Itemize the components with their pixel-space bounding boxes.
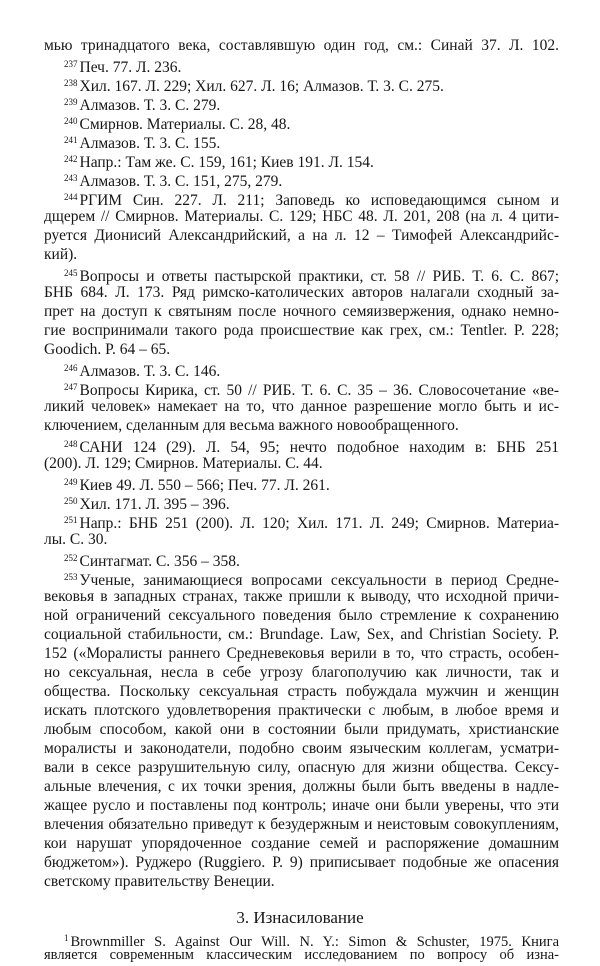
footnote-line: $^{246}$ Алмазов. Т. 3. С. 146. xyxy=(64,363,221,380)
footnote-line: $^{250}$ Хил. 171. Л. 395 – 396. xyxy=(64,496,230,513)
footnote-line: $^{240}$ Смирнов. Материалы. С. 28, 48. xyxy=(64,116,291,133)
text-line: кои нарушат упорядоченное создание семей и распоряжение домашним xyxy=(44,835,559,852)
footnote-line: $^{251}$ Напр.: БНБ 251 (200). Л. 120; Хил. 171. Л. 249; Смирнов. Материа- xyxy=(64,515,559,532)
text-line: Goodich. P. 64 – 65. xyxy=(44,341,171,358)
text-line: ключением, сделанным для весьма важного новообращенного. xyxy=(44,417,459,434)
footnote-number: 238 xyxy=(64,78,78,88)
text-line: светскому правительству Венеции. xyxy=(44,873,275,890)
text-line: прет на доступ к святыням после ночного семяизвержения, однако немно- xyxy=(44,303,559,320)
footnote-line: $^{249}$ Киев 49. Л. 550 – 566; Печ. 77. Л. 261. xyxy=(64,477,330,494)
text-line: является современным классическим исследованием по вопросу об изна- xyxy=(44,947,559,963)
footnote-number: 247 xyxy=(64,382,78,392)
text-line: бюджетом»). Руджеро (Ruggiero. P. 9) приписывает подобные же опасения xyxy=(44,854,559,871)
text-line: вековья в западных странах, также пришли к выводу, что исходной причи- xyxy=(44,588,559,605)
footnote-number: 249 xyxy=(64,477,78,487)
footnote-line: $^{245}$ Вопросы и ответы пастырской практики, ст. 58 // РИБ. Т. 6. С. 867; xyxy=(64,268,559,285)
text-line: социальной стабильности, см.: Brundage. Law, Sex, and Christian Society. P. xyxy=(44,626,559,643)
footnote-number: 251 xyxy=(64,515,78,525)
text-line: БНБ 684. Л. 173. Ряд римско-католических авторов налагали сходный за- xyxy=(44,284,559,301)
text-line: альные влечения, с их точки зрения, должны были быть введены в надле- xyxy=(44,778,559,795)
text-line: любым способом, какой они в состоянии были придумать, христианские xyxy=(44,721,559,738)
text-line: кий). xyxy=(44,246,78,263)
footnote-line: $^{237}$ Печ. 77. Л. 236. xyxy=(64,59,182,76)
footnote-number: 248 xyxy=(64,439,78,449)
footnote-number: 245 xyxy=(64,268,78,278)
text-line: (200). Л. 129; Смирнов. Материалы. С. 44. xyxy=(44,455,323,472)
text-line: мью тринадцатого века, составлявшую один год, см.: Синай 37. Л. 102. xyxy=(44,37,559,54)
text-line: влечения обязательно приведут к безудержным и неистовым совокуплениям, xyxy=(44,816,559,833)
footnote-number: 252 xyxy=(64,553,78,563)
footnote-line: $^{239}$ Алмазов. Т. 3. С. 279. xyxy=(64,97,221,114)
text-line: ликий человек» намекает на то, что данное разрешение могло быть и ис- xyxy=(44,398,559,415)
footnote-number: 239 xyxy=(64,97,78,107)
section-heading: 3. Изнасилование xyxy=(236,908,364,927)
footnote-number: 240 xyxy=(64,116,78,126)
text-line: но сексуальная, несла в себе угрозу благополучию как личности, так и xyxy=(44,664,559,681)
footnote-line: $^{244}$ РГИМ Син. 227. Л. 211; Заповедь ко исповедающимся сыном и xyxy=(64,192,559,209)
footnote-line: $^{248}$ САНИ 124 (29). Л. 54, 95; нечто подобное находим в: БНБ 251 xyxy=(64,439,559,456)
footnote-number: 237 xyxy=(64,59,78,69)
footnote-number: 1 xyxy=(64,933,69,943)
footnote-line: $^{252}$ Синтагмат. С. 356 – 358. xyxy=(64,553,240,570)
text-line: гие воспринимали такого рода происшествие как грех, см.: Tentler. P. 228; xyxy=(44,322,559,339)
text-line: общества. Поскольку сексуальная страсть побуждала мужчин и женщин xyxy=(44,683,559,700)
footnote-line: $^1$ Brownmiller S. Against Our Will. N. Y.: Simon & Schuster, 1975. Книга xyxy=(64,933,559,950)
text-line: вали в сексе разрушительную силу, опасную для жизни общества. Сексу- xyxy=(44,759,559,776)
text-line: дщерем // Смирнов. Материалы. С. 129; НБС 48. Л. 201, 208 (на л. 4 цити- xyxy=(44,208,559,225)
footnote-number: 246 xyxy=(64,363,78,373)
text-line: ной ограничений сексуального поведения было стремление к сохранению xyxy=(44,607,559,624)
text-line: жащее русло и поставлены под контроль; иначе они были уверены, что эти xyxy=(44,797,559,814)
text-line: искать плотского удовлетворения практически с любым, в любое время и xyxy=(44,702,559,719)
footnote-line: $^{238}$ Хил. 167. Л. 229; Хил. 627. Л. 16; Алмазов. Т. 3. С. 275. xyxy=(64,78,444,95)
footnote-number: 243 xyxy=(64,173,78,183)
footnote-line: $^{247}$ Вопросы Кирика, ст. 50 // РИБ. Т. 6. С. 35 – 36. Словосочетание «ве- xyxy=(64,382,559,399)
footnote-number: 253 xyxy=(64,572,78,582)
footnote-line: $^{243}$ Алмазов. Т. 3. С. 151, 275, 279. xyxy=(64,173,283,190)
text-line: 152 («Моралисты раннего Средневековья верили в то, что страсть, особен- xyxy=(44,645,559,662)
footnote-line: $^{253}$ Ученые, занимающиеся вопросами сексуальности в период Средне- xyxy=(64,572,559,589)
text-line: руется Дионисий Александрийский, а на л. 12 – Тимофей Александрийс- xyxy=(44,227,559,244)
footnote-number: 250 xyxy=(64,496,78,506)
footnote-number: 241 xyxy=(64,135,78,145)
text-line: моралисты и законодатели, подобно своим языческим коллегам, усматри- xyxy=(44,740,559,757)
text-line: лы. С. 30. xyxy=(44,531,108,548)
footnote-number: 244 xyxy=(64,192,78,202)
footnote-number: 242 xyxy=(64,154,78,164)
footnote-line: $^{241}$ Алмазов. Т. 3. С. 155. xyxy=(64,135,221,152)
footnote-line: $^{242}$ Напр.: Там же. С. 159, 161; Киев 191. Л. 154. xyxy=(64,154,374,171)
